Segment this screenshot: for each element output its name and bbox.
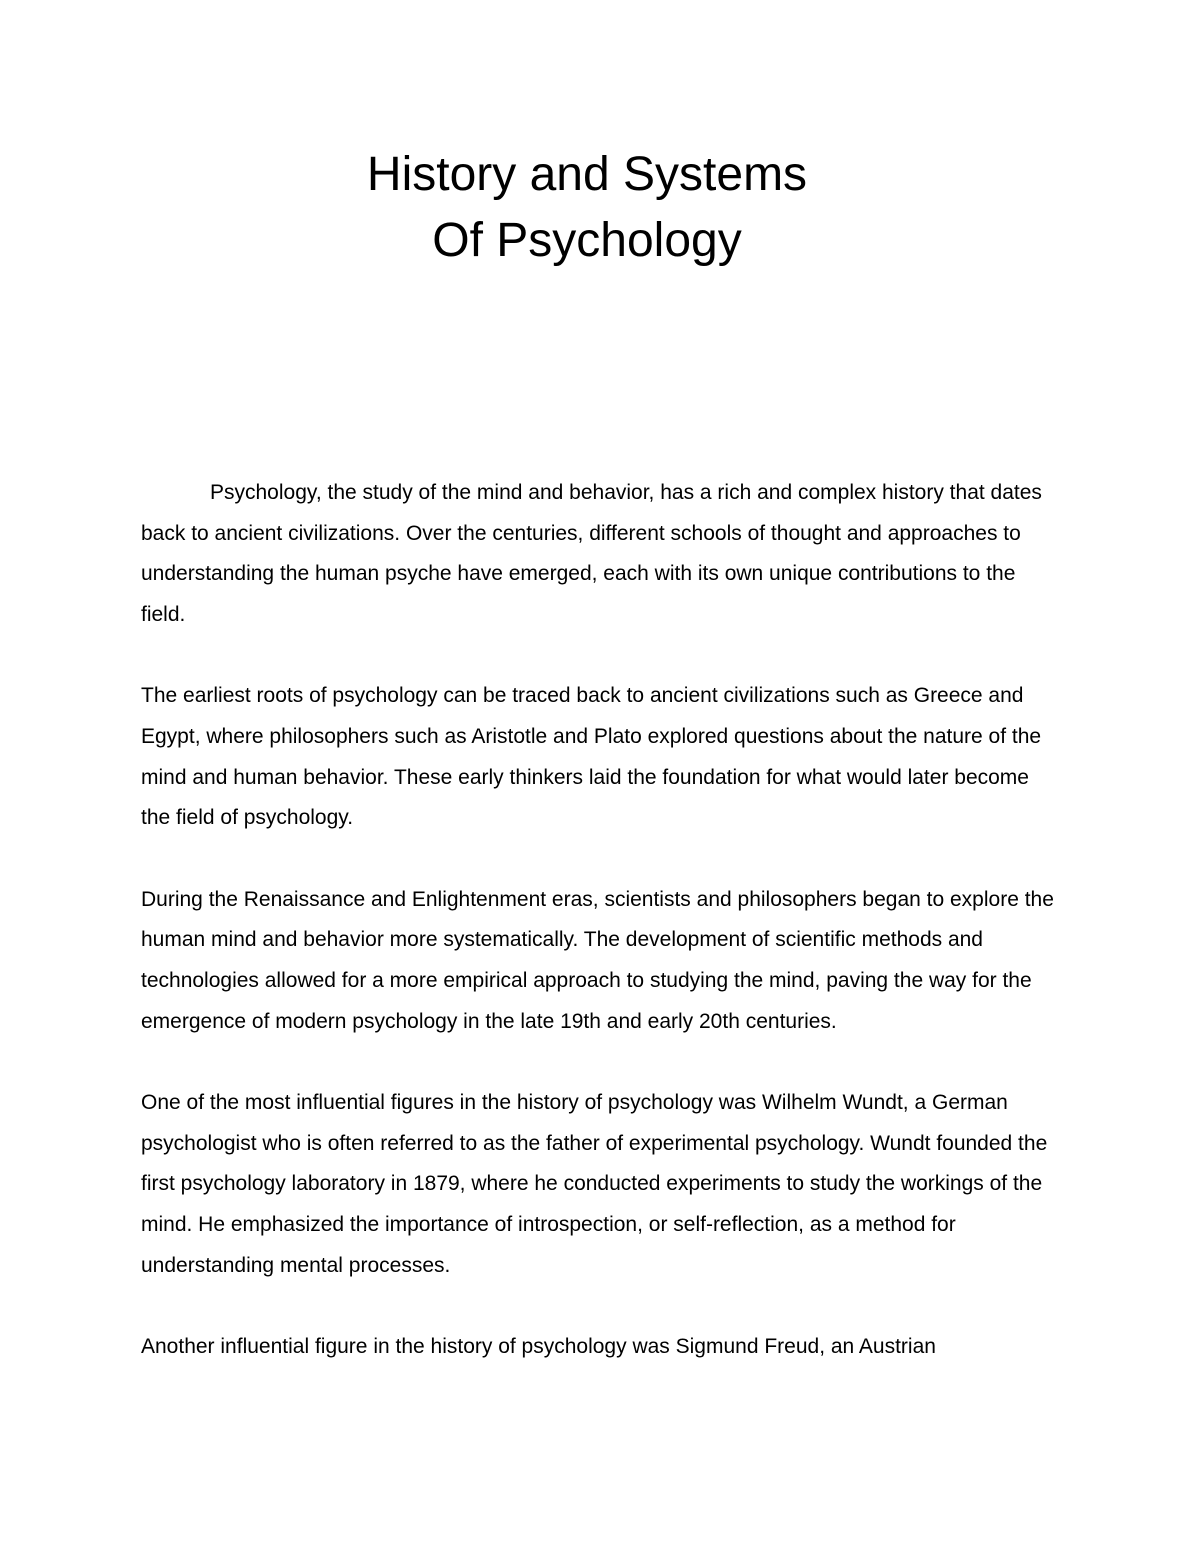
title-line-2: Of Psychology — [432, 214, 742, 267]
paragraph-intro: Psychology, the study of the mind and behavior, has a rich and complex history that dates back to ancient civilizations. Over the centuries, different schools of thought and approaches to understanding the human psyche have emerged, each with its own unique contributions to the field. — [141, 481, 1042, 626]
paragraph-earliest-roots: The earliest roots of psychology can be traced back to ancient civilizations such as Greece and Egypt, where philosophers such as Aristotle and Plato explored questions about the nature of the mind and human behavior. These early thinkers laid the foundation for what would later become the field of psychology. — [141, 684, 1042, 830]
document-title — [0, 142, 1174, 274]
paragraph-freud: Another influential figure in the history of psychology was Sigmund Freud, an Austrian — [141, 1335, 936, 1359]
title-line-1: History and Systems — [366, 148, 808, 201]
document-body — [141, 473, 1061, 1409]
paragraph-renaissance: During the Renaissance and Enlightenment eras, scientists and philosophers began to explore the human mind and behavior more systematically. The development of scientific methods and technologies allowed for a more empirical approach to studying the mind, paving the way for the emergence of modern psychology in the late 19th and early 20th centuries. — [141, 887, 1054, 1033]
paragraph-wundt: One of the most influential figures in the history of psychology was Wilhelm Wundt, a German psychologist who is often referred to as the father of experimental psychology. Wundt founded the first psychology laboratory in 1879, where he conducted experiments to study the workings of the mind. He emphasized the importance of introspection, or self-reflection, as a method for understanding mental processes. — [141, 1091, 1048, 1277]
